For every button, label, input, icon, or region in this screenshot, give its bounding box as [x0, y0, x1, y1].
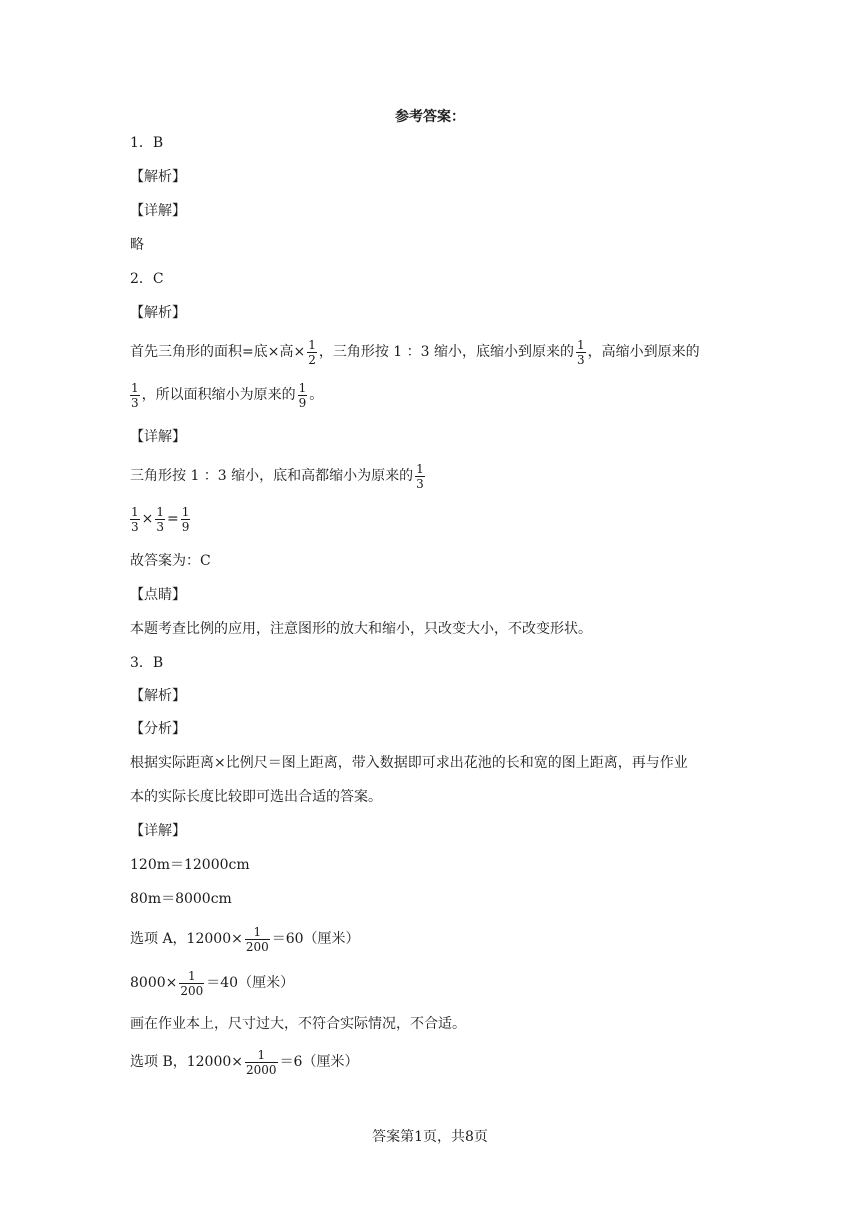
fraction-denominator: 200: [245, 939, 269, 954]
q3-answer: 3．B: [130, 655, 164, 671]
q2-equation: [130, 502, 192, 536]
q2-dianjing-heading: 【点睛】: [130, 587, 186, 603]
q3-conversion-2: 80m＝8000cm: [130, 891, 232, 907]
q2-conclusion: 故答案为：C: [130, 553, 211, 569]
fraction-numerator: 1: [245, 925, 270, 940]
page-title: 参考答案：: [395, 109, 465, 125]
fraction-denominator: 3: [156, 519, 165, 534]
q3-option-b-text: 选项 B，12000×: [130, 1054, 244, 1070]
times-sign: ×: [141, 511, 154, 527]
fraction-one-third: [155, 505, 165, 534]
q2-note: 本题考查比例的应用，注意图形的放大和缩小，只改变大小，不改变形状。: [130, 621, 592, 637]
fraction-numerator: 1: [298, 380, 307, 395]
q3-option-a-result: ＝60（厘米）: [271, 931, 360, 947]
q3-option-a-line-2: [130, 966, 294, 1000]
q2-jiexi-heading: 【解析】: [130, 305, 186, 321]
fraction-numerator: 1: [156, 504, 165, 519]
q1-detail: 略: [130, 237, 144, 253]
fraction-numerator: 1: [308, 337, 316, 352]
fraction-one-two-hundredth: [179, 969, 204, 998]
q2-detail-line-1: [130, 459, 427, 493]
fraction-numerator: 1: [577, 337, 585, 352]
fraction-one-third: [415, 462, 425, 491]
fraction-denominator: 9: [298, 395, 307, 410]
q1-answer: 1．B: [130, 135, 164, 151]
fraction-numerator: 1: [181, 504, 190, 519]
fraction-denominator: 2000: [246, 1062, 277, 1077]
fraction-numerator: 1: [245, 1048, 278, 1063]
fraction-denominator: 3: [131, 519, 139, 534]
q3-conversion-1: 120m＝12000cm: [130, 857, 250, 873]
fraction-numerator: 1: [131, 504, 139, 519]
fraction-numerator: 1: [131, 380, 139, 395]
q3-option-a2-result: ＝40（厘米）: [206, 975, 295, 991]
fraction-denominator: 200: [180, 983, 204, 998]
q3-option-b-result: ＝6（厘米）: [279, 1054, 359, 1070]
fraction-one-third: [576, 338, 586, 367]
page-footer: 答案第1页，共8页: [372, 1129, 488, 1145]
q2-analysis-text-c: ，高缩小到原来的: [587, 344, 700, 360]
q3-option-b-line: [130, 1045, 358, 1079]
q2-analysis-text-d: ，所以面积缩小为原来的: [141, 387, 296, 403]
q2-analysis-line-2: [130, 378, 323, 412]
fraction-one-ninth: [181, 505, 191, 534]
q2-xiangjie-heading: 【详解】: [130, 429, 186, 445]
fraction-denominator: 3: [131, 395, 139, 410]
q3-fenxi-heading: 【分析】: [130, 721, 186, 737]
q3-analysis-line-1: 根据实际距离×比例尺＝图上距离，带入数据即可求出花池的长和宽的图上距离，再与作业: [130, 755, 688, 771]
q3-jiexi-heading: 【解析】: [130, 688, 186, 704]
q2-analysis-text-e: 。: [309, 387, 324, 403]
fraction-one-two-hundredth: [245, 925, 270, 954]
q2-answer: 2．C: [130, 271, 164, 287]
q2-detail-text: 三角形按 1 ：3 缩小，底和高都缩小为原来的: [130, 468, 414, 484]
fraction-one-two-thousandth: [245, 1048, 278, 1077]
q3-option-a-text: 选项 A，12000×: [130, 931, 243, 947]
q1-jiexi-heading: 【解析】: [130, 169, 186, 185]
fraction-denominator: 2: [308, 352, 316, 367]
q2-analysis-line-1: [130, 335, 700, 369]
fraction-one-half: [307, 338, 317, 367]
fraction-numerator: 1: [416, 461, 424, 476]
fraction-one-third: [130, 505, 140, 534]
q2-analysis-text-a: 首先三角形的面积=底×高×: [130, 344, 306, 360]
q1-xiangjie-heading: 【详解】: [130, 203, 186, 219]
fraction-one-third: [130, 381, 140, 410]
q3-option-a-note: 画在作业本上，尺寸过大，不符合实际情况，不合适。: [130, 1016, 466, 1032]
equals-sign: =: [167, 511, 179, 527]
fraction-numerator: 1: [179, 969, 204, 984]
q3-analysis-line-2: 本的实际长度比较即可选出合适的答案。: [130, 789, 382, 805]
fraction-one-ninth: [298, 381, 308, 410]
fraction-denominator: 3: [577, 352, 585, 367]
q3-option-a2-text: 8000×: [130, 975, 178, 991]
fraction-denominator: 9: [181, 519, 190, 534]
q2-analysis-text-b: ，三角形按 1 ：3 缩小，底缩小到原来的: [318, 344, 575, 360]
q3-option-a-line: [130, 922, 360, 956]
q3-xiangjie-heading: 【详解】: [130, 823, 186, 839]
fraction-denominator: 3: [416, 476, 424, 491]
